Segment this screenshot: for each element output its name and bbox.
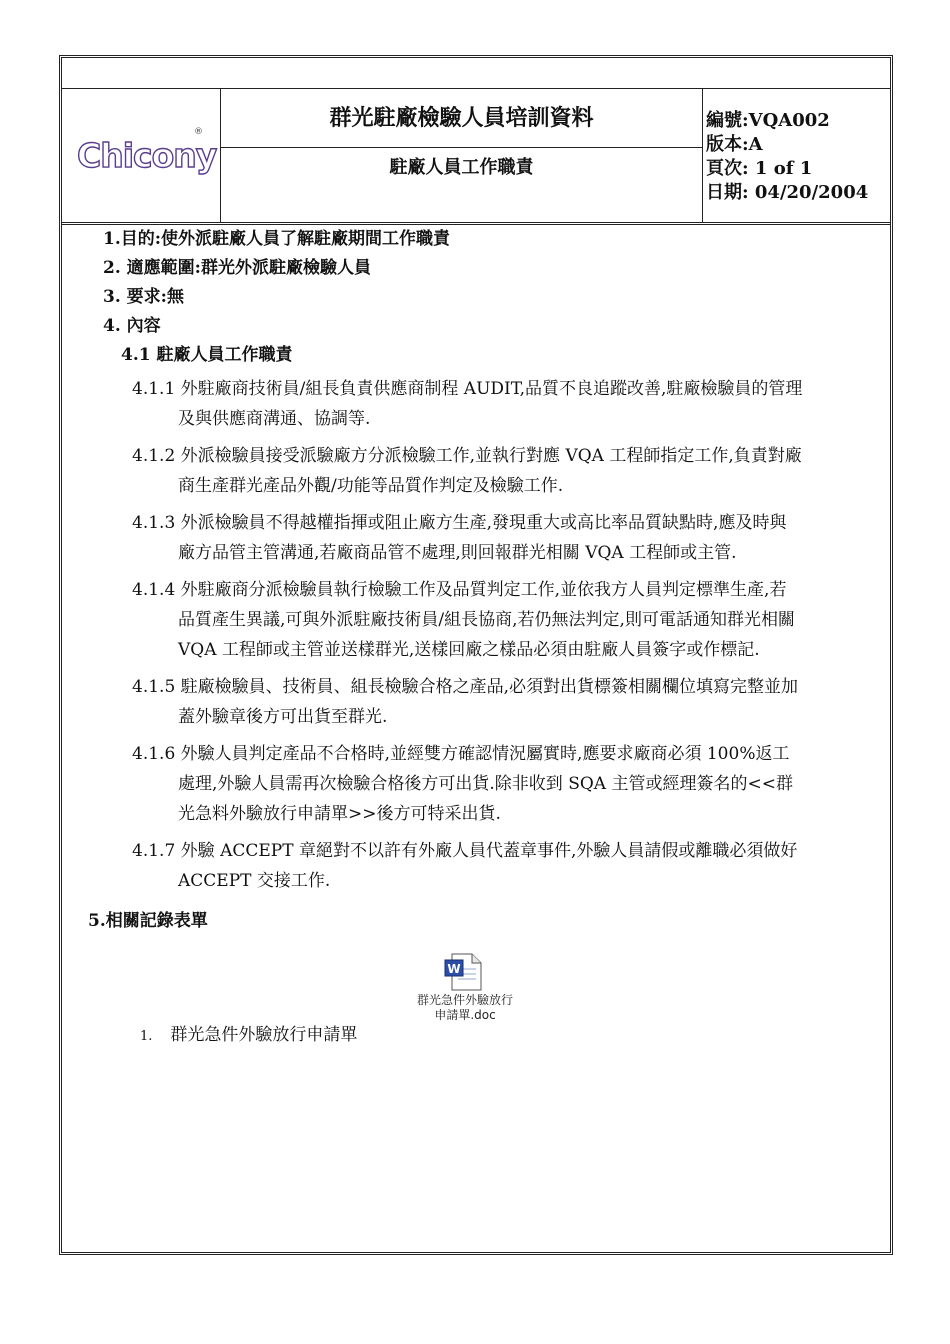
list-item: 4.1.4 外駐廠商分派檢驗員執行檢驗工作及品質判定工作,並依我方人員判定標準生產,若 品質產生異議,可與外派駐廠技術員/組長協商,若仍無法判定,則可電話通知群光相關 VQA 工程師或主管並送樣群光,送樣回廠之樣品必須由駐廠人員簽字或作標記. (132, 580, 795, 660)
section-duties: 4.1 駐廠人員工作職責 (121, 345, 293, 365)
svg-text:W: W (447, 962, 461, 976)
section-requirement: 3. 要求:無 (103, 287, 184, 307)
doc-info (706, 109, 868, 205)
document-subtitle: 駐廠人員工作職責 (389, 157, 534, 178)
list-number: 1. (140, 1029, 153, 1044)
list-item: 4.1.1 外駐廠商技術員/組長負責供應商制程 AUDIT,品質不良追蹤改善,駐廠檢驗員的管理 及與供應商溝通、協調等. (132, 379, 803, 429)
doc-version: 版本:A (706, 134, 763, 155)
registered-mark: ® (194, 127, 203, 137)
logo-cell (62, 89, 221, 222)
record-list-item (140, 1020, 357, 1045)
section-scope: 2. 適應範圍:群光外派駐廠檢驗人員 (103, 258, 371, 278)
list-item: 4.1.5 駐廠檢驗員、技術員、組長檢驗合格之產品,必須對出貨標簽相關欄位填寫完整並加 蓋外驗章後方可出貨至群光. (132, 677, 799, 727)
doc-number: 編號:VQA002 (706, 110, 830, 131)
title-cell (221, 89, 703, 222)
document-title: 群光駐廠檢驗人員培訓資料 (221, 89, 702, 148)
company-logo: Chicony (77, 136, 217, 175)
list-item: 4.1.7 外驗 ACCEPT 章絕對不以許有外廠人員代蓋章事件,外驗人員請假或離職必須做好 ACCEPT 交接工作. (132, 841, 798, 891)
attachment-label[interactable]: 群光急件外驗放行 申請單.doc (416, 993, 513, 1022)
section-purpose: 1.目的:使外派駐廠人員了解駐廠期間工作職責 (103, 229, 451, 249)
list-text: 群光急件外驗放行申請單 (170, 1025, 358, 1045)
doc-page: 頁次: 1 of 1 (706, 158, 813, 179)
list-item: 4.1.3 外派檢驗員不得越權指揮或阻止廠方生產,發現重大或高比率品質缺點時,應及時與 廠方品管主管溝通,若廠商品管不處理,則回報群光相關 VQA 工程師或主管. (132, 513, 787, 563)
list-item: 4.1.6 外驗人員判定產品不合格時,並經雙方確認情況屬實時,應要求廠商必須 100%返工 處理,外驗人員需再次檢驗合格後方可出貨.除非收到 SQA 主管或經理簽名的<<群 光急料外驗放行申請單>>後方可特采出貨. (132, 744, 793, 824)
word-doc-icon[interactable] (444, 953, 484, 991)
header-table (62, 89, 890, 225)
list-item: 4.1.2 外派檢驗員接受派驗廠方分派檢驗工作,並執行對應 VQA 工程師指定工作,負責對廠 商生產群光產品外觀/功能等品質作判定及檢驗工作. (132, 446, 802, 496)
doc-date: 日期: 04/20/2004 (706, 182, 869, 203)
section-records: 5.相關記錄表單 (88, 911, 208, 931)
section-content: 4. 內容 (103, 316, 161, 336)
